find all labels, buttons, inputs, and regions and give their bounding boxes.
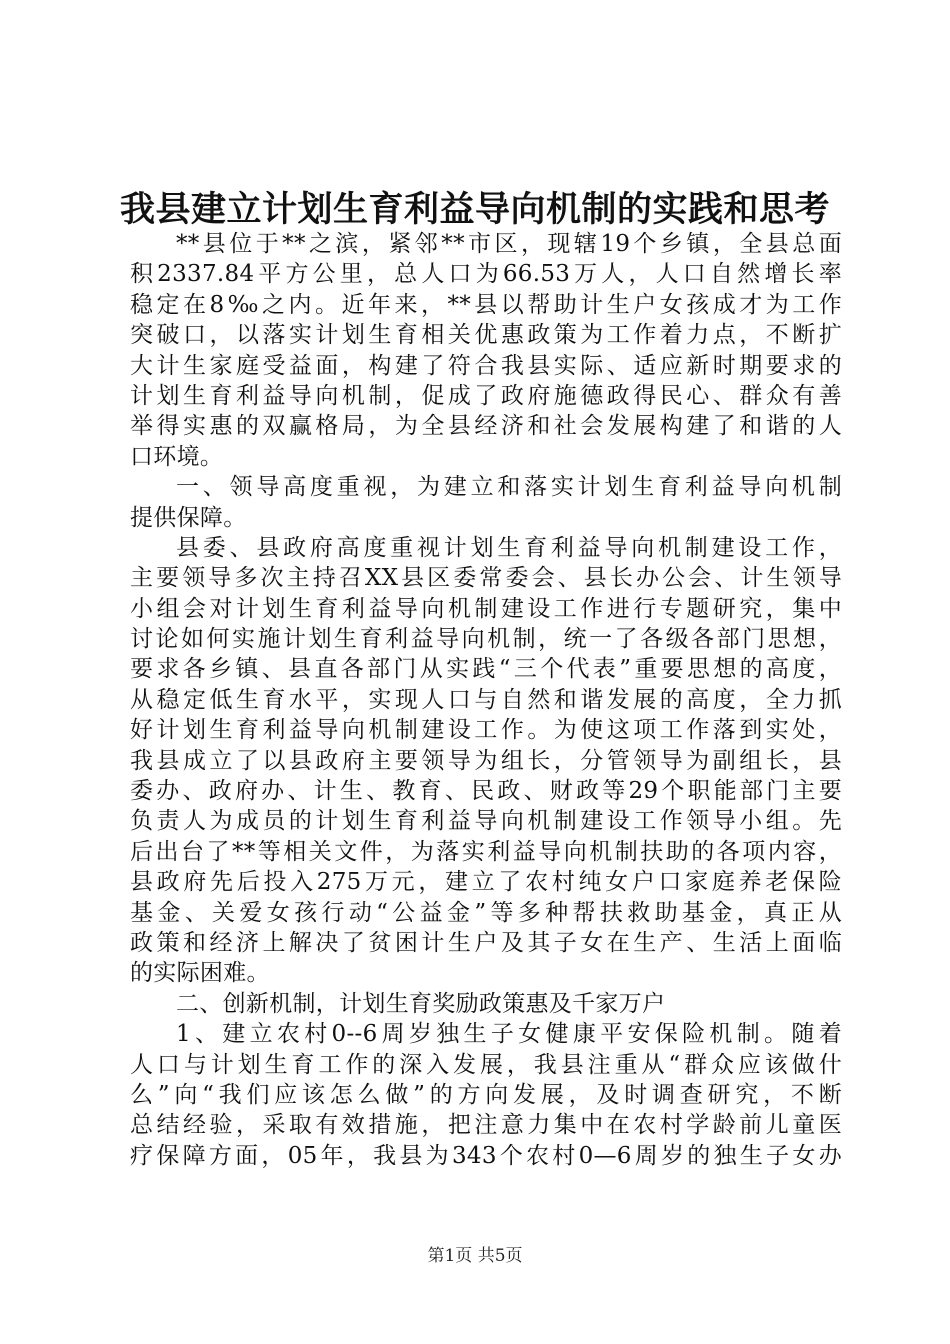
text-line: 我县成立了以县政府主要领导为组长，分管领导为副组长，县	[130, 747, 842, 774]
text-line: 要求各乡镇、县直各部门从实践“三个代表”重要思想的高度，	[130, 656, 842, 683]
text-line: 总结经验，采取有效措施，把注意力集中在农村学龄前儿童医	[130, 1112, 842, 1139]
text-line: 1、建立农村0--6周岁独生子女健康平安保险机制。随着	[176, 1021, 842, 1048]
text-line: 委办、政府办、计生、教育、民政、财政等29个职能部门主要	[130, 778, 842, 805]
text-line: 口环境。	[130, 443, 224, 470]
text-line: 主要领导多次主持召XX县区委常委会、县长办公会、计生领导	[130, 565, 842, 592]
text-line: 的实际困难。	[130, 960, 270, 987]
text-line: 后出台了**等相关文件，为落实利益导向机制扶助的各项内容，	[130, 838, 842, 865]
text-line: 突破口，以落实计划生育相关优惠政策为工作着力点，不断扩	[130, 322, 842, 349]
text-line: 负责人为成员的计划生育利益导向机制建设工作领导小组。先	[130, 808, 842, 835]
text-line: 么”向“我们应该怎么做”的方向发展，及时调查研究，不断	[130, 1081, 842, 1108]
text-line: 从稳定低生育水平，实现人口与自然和谐发展的高度，全力抓	[130, 686, 842, 713]
document-title: 我县建立计划生育利益导向机制的实践和思考	[119, 190, 830, 230]
text-line: 县政府先后投入275万元，建立了农村纯女户口家庭养老保险	[130, 869, 842, 896]
text-line: 人口与计划生育工作的深入发展，我县注重从“群众应该做什	[130, 1051, 842, 1078]
text-line: 一、领导高度重视，为建立和落实计划生育利益导向机制	[176, 474, 842, 501]
text-line: 大计生家庭受益面，构建了符合我县实际、适应新时期要求的	[130, 352, 842, 379]
text-line: 积2337.84平方公里，总人口为66.53万人，人口自然增长率	[130, 261, 842, 288]
text-line: 政策和经济上解决了贫困计生户及其子女在生产、生活上面临	[130, 929, 842, 956]
text-line: 稳定在8‰之内。近年来，**县以帮助计生户女孩成才为工作	[130, 291, 842, 318]
text-line: 疗保障方面，05年，我县为343个农村0—6周岁的独生子女办	[130, 1142, 842, 1169]
text-line: 讨论如何实施计划生育利益导向机制，统一了各级各部门思想，	[130, 626, 842, 653]
text-line: 县委、县政府高度重视计划生育利益导向机制建设工作，	[176, 534, 842, 561]
page-footer: 第1页 共5页	[427, 1246, 523, 1266]
document-body	[130, 229, 842, 1171]
text-line: 举得实惠的双赢格局，为全县经济和社会发展构建了和谐的人	[130, 413, 842, 440]
text-line: 计划生育利益导向机制，促成了政府施德政得民心、群众有善	[130, 382, 842, 409]
text-line: 二、创新机制，计划生育奖励政策惠及千家万户	[176, 990, 666, 1017]
text-line: 好计划生育利益导向机制建设工作。为使这项工作落到实处，	[130, 717, 842, 744]
text-line: **县位于**之滨，紧邻**市区，现辖19个乡镇，全县总面	[176, 231, 842, 257]
text-line: 小组会对计划生育利益导向机制建设工作进行专题研究，集中	[130, 595, 842, 622]
text-line: 基金、关爱女孩行动“公益金”等多种帮扶救助基金，真正从	[130, 899, 842, 926]
text-line: 提供保障。	[130, 504, 247, 531]
